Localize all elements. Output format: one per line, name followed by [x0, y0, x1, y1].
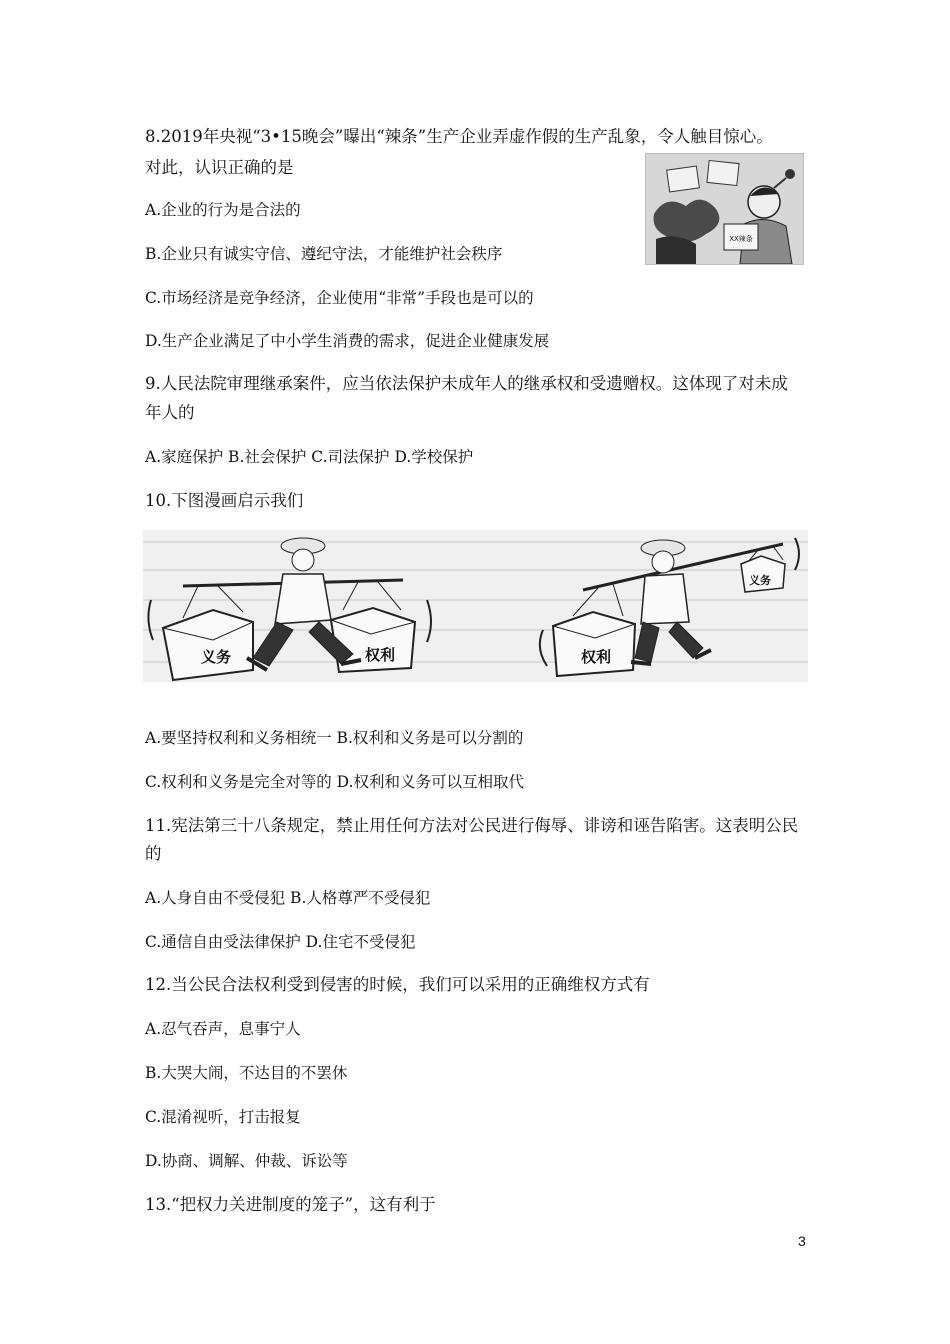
q10-left-box-obligation-label: 义务 [201, 648, 232, 666]
q11-stem-line2: 的 [145, 844, 162, 863]
q8-option-a: A.企业的行为是合法的 [145, 201, 301, 219]
q10-right-box-right-label: 权利 [581, 648, 612, 666]
q10-stem: 10.下图漫画启示我们 [145, 491, 304, 510]
q10-right-box-obligation-label: 义务 [749, 574, 771, 587]
q8-option-b: B.企业只有诚实守信、遵纪守法，才能维护社会秩序 [145, 245, 503, 263]
q11-options-line1: A.人身自由不受侵犯 B.人格尊严不受侵犯 [145, 889, 431, 907]
q13-stem: 13.“把权力关进制度的笼子”，这有利于 [145, 1195, 436, 1214]
q10-left-box-right-label: 权利 [365, 646, 396, 664]
q10-options-line1: A.要坚持权利和义务相统一 B.权利和义务是可以分割的 [145, 729, 524, 747]
q9-options: A.家庭保护 B.社会保护 C.司法保护 D.学校保护 [145, 448, 474, 466]
q9-stem-line2: 年人的 [145, 403, 195, 422]
q8-option-c: C.市场经济是竞争经济，企业使用“非常”手段也是可以的 [145, 289, 534, 307]
q11-stem-line1: 11.宪法第三十八条规定，禁止用任何方法对公民进行侮辱、诽谤和诬告陷害。这表明公民 [145, 816, 799, 835]
page-number: 3 [798, 1233, 806, 1249]
q9-stem-line1: 9.人民法院审理继承案件，应当依法保护未成年人的继承权和受遗赠权。这体现了对未成 [145, 374, 788, 393]
q8-cartoon-image [645, 153, 804, 265]
q11-options-line2: C.通信自由受法律保护 D.住宅不受侵犯 [145, 933, 416, 951]
q10-options-line2: C.权利和义务是完全对等的 D.权利和义务可以互相取代 [145, 773, 524, 791]
q8-cartoon-box-label: XX辣条 [729, 235, 753, 243]
q8-stem-line1: 8.2019年央视“3•15晚会”曝出“辣条”生产企业弄虚作假的生产乱象，令人触目惊心。 [145, 127, 773, 146]
q10-cartoon-image [143, 530, 808, 682]
q12-option-d: D.协商、调解、仲裁、诉讼等 [145, 1152, 348, 1170]
q12-option-c: C.混淆视听，打击报复 [145, 1108, 301, 1126]
q12-stem: 12.当公民合法权利受到侵害的时候，我们可以采用的正确维权方式有 [145, 975, 650, 994]
q8-option-d: D.生产企业满足了中小学生消费的需求，促进企业健康发展 [145, 332, 550, 350]
q8-stem-line2: 对此，认识正确的是 [145, 158, 294, 177]
q12-option-a: A.忍气吞声，息事宁人 [145, 1020, 301, 1038]
q12-option-b: B.大哭大闹，不达目的不罢休 [145, 1064, 348, 1082]
